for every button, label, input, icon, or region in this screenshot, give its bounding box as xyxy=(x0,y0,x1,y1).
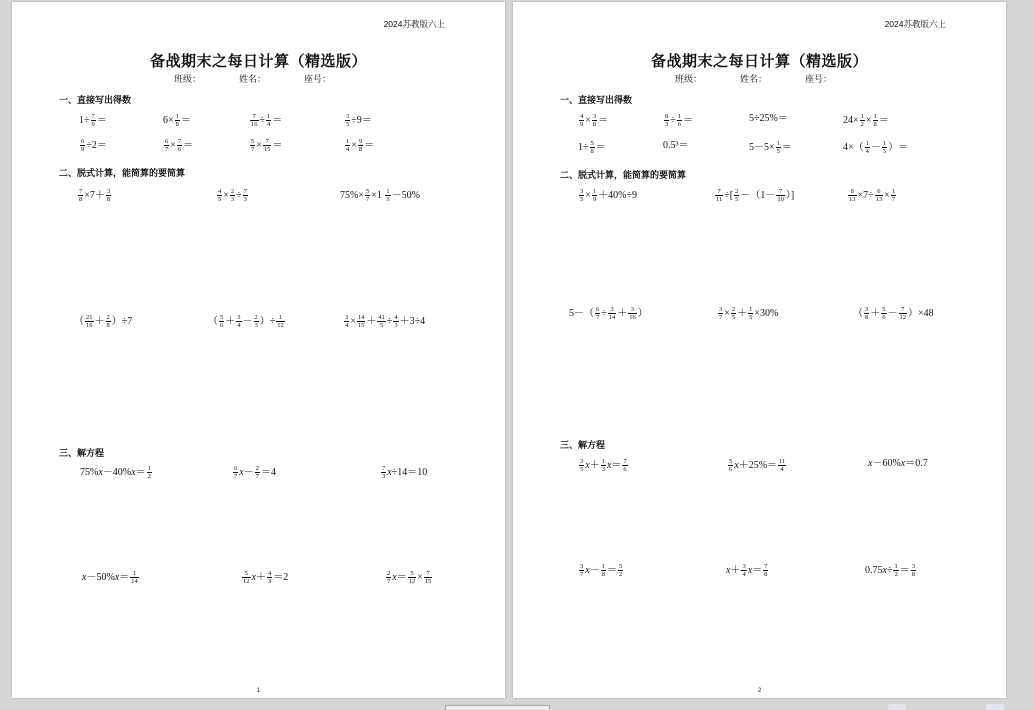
problem: （ $\frac{5}{6}$ ＋ $\frac{3}{4}$ － $\frac{2}{3}$ ）÷ $\frac{1}{12}$ xyxy=(208,314,284,329)
fraction: $\frac{5}{7}$ xyxy=(251,138,255,153)
fraction: $\frac{7}{11}$ xyxy=(716,188,723,203)
problem: $\frac{1}{4}$ × $\frac{9}{8}$ ＝ xyxy=(346,138,375,153)
section-heading-2: 二、脱式计算，能简算的要简算 xyxy=(59,169,186,179)
problem: 1÷ $\frac{5}{8}$ ＝ xyxy=(578,140,606,155)
page-navigation-box[interactable] xyxy=(445,705,550,710)
problem: $\frac{8}{3}$ ÷ $\frac{1}{6}$ ＝ xyxy=(665,113,693,128)
fraction: $\frac{1}{4}$ xyxy=(267,113,271,128)
fraction: $\frac{2}{3}$ xyxy=(230,188,235,203)
class-field-label: 班级： xyxy=(174,75,202,85)
fraction: $\frac{8}{13}$ xyxy=(849,188,856,203)
problem: $\frac{3}{5}$ ÷9＝ xyxy=(346,113,372,128)
fraction: $\frac{9}{8}$ xyxy=(358,138,363,153)
fraction: $\frac{4}{9}$ xyxy=(580,113,584,128)
fraction: $\frac{6}{7}$ xyxy=(234,465,238,480)
seat-field-label: 座号： xyxy=(304,75,332,85)
fraction: $\frac{3}{4}$ xyxy=(345,314,349,329)
fraction: $\frac{2}{7}$ xyxy=(255,465,259,480)
fraction: $\frac{1}{2}$ xyxy=(147,465,151,480)
fraction: $\frac{5}{12}$ xyxy=(243,570,250,585)
fraction: $\frac{3}{4}$ xyxy=(237,314,241,329)
fraction: $\frac{2}{7}$ xyxy=(387,570,391,585)
fraction: $\frac{5}{7}$ xyxy=(365,188,370,203)
problem: $\frac{3}{7}$ × $\frac{2}{5}$ ＋ $\frac{1}{5}$ ×30% xyxy=(719,306,779,321)
fraction: $\frac{5}{6}$ xyxy=(882,306,886,321)
problem: x－50%x＝ $\frac{1}{14}$ xyxy=(82,570,138,585)
fraction: $\frac{1}{5}$ xyxy=(882,140,887,155)
fraction: $\frac{6}{7}$ xyxy=(596,306,600,321)
problem: $\frac{7}{16}$ ÷ $\frac{1}{4}$ ＝ xyxy=(251,113,283,128)
class-field-label: 班级： xyxy=(675,75,703,85)
fraction: $\frac{2}{8}$ xyxy=(106,314,110,329)
fraction: $\frac{7}{3}$ xyxy=(243,188,247,203)
fraction: $\frac{5}{2}$ xyxy=(618,563,623,578)
fraction: $\frac{3}{5}$ xyxy=(580,188,584,203)
problem: $\frac{7}{3}$ x÷14＝10 xyxy=(382,465,428,480)
fraction: $\frac{2}{5}$ xyxy=(731,306,736,321)
section-heading-1: 一、直接写出得数 xyxy=(560,96,633,106)
fraction: $\frac{4}{3}$ xyxy=(394,314,398,329)
problem: $\frac{5}{12}$ x＋ $\frac{4}{3}$ ＝2 xyxy=(243,570,289,585)
fraction: $\frac{7}{9}$ xyxy=(91,113,95,128)
section-heading-3: 三、解方程 xyxy=(560,441,606,451)
fraction: $\frac{21}{16}$ xyxy=(86,314,93,329)
fraction: $\frac{6}{7}$ xyxy=(165,138,169,153)
problem: $\frac{7}{8}$ ×7＋ $\frac{3}{8}$ xyxy=(79,188,111,203)
problem: 6× $\frac{1}{8}$ ＝ xyxy=(163,113,191,128)
page-title: 备战期末之每日计算（精选版） xyxy=(149,52,367,70)
fraction: $\frac{3}{4}$ xyxy=(742,563,746,578)
fraction: $\frac{14}{15}$ xyxy=(357,314,365,329)
student-fields xyxy=(174,72,369,85)
problem: x＋ $\frac{3}{4}$ x＝ $\frac{7}{8}$ xyxy=(726,563,768,578)
problem: $\frac{3}{4}$ × $\frac{14}{15}$ ＋ $\frac{41}{5}$ ÷ $\frac{4}{3}$ ＋3÷4 xyxy=(345,314,426,329)
student-fields xyxy=(675,72,870,85)
fraction: $\frac{4}{5}$ xyxy=(218,188,222,203)
page-title: 备战期末之每日计算（精选版） xyxy=(650,52,868,70)
page-number: 2 xyxy=(757,688,762,694)
fraction: $\frac{3}{7}$ xyxy=(719,306,723,321)
problem: （ $\frac{21}{16}$ ＋ $\frac{2}{8}$ ）÷7 xyxy=(74,314,133,329)
fraction: $\frac{3}{5}$ xyxy=(346,113,350,128)
fraction: $\frac{7}{6}$ xyxy=(177,138,182,153)
problem: $\frac{2}{7}$ x＝ $\frac{5}{12}$ × $\frac{7}{15}$ xyxy=(387,570,432,585)
fraction: $\frac{7}{8}$ xyxy=(79,188,83,203)
fraction: $\frac{5}{12}$ xyxy=(408,570,416,585)
fraction: $\frac{7}{6}$ xyxy=(623,458,627,473)
fraction: $\frac{1}{4}$ xyxy=(865,140,869,155)
fraction: $\frac{3}{8}$ xyxy=(911,563,915,578)
fraction: $\frac{1}{2}$ xyxy=(860,113,864,128)
section-heading-1: 一、直接写出得数 xyxy=(59,96,132,106)
fraction: $\frac{11}{4}$ xyxy=(779,458,786,473)
problem: 0.75x÷ $\frac{1}{2}$ ＝ $\frac{3}{8}$ xyxy=(865,563,915,578)
fraction: $\frac{2}{3}$ xyxy=(254,314,258,329)
fraction: $\frac{1}{8}$ xyxy=(601,563,605,578)
problem: 5－5× $\frac{1}{5}$ ＝ xyxy=(749,140,792,155)
fraction: $\frac{5}{6}$ xyxy=(220,314,224,329)
problem: 1÷ $\frac{7}{9}$ ＝ xyxy=(79,113,107,128)
fraction: $\frac{7}{16}$ xyxy=(251,113,258,128)
fraction: $\frac{4}{3}$ xyxy=(267,570,272,585)
problem: 5÷25%＝ xyxy=(749,113,788,124)
fraction: $\frac{1}{7}$ xyxy=(891,188,896,203)
problem: $\frac{6}{7}$ x－ $\frac{2}{7}$ ＝4 xyxy=(234,465,276,480)
problem: 75%x－40%x＝ $\frac{1}{2}$ xyxy=(80,465,151,480)
fraction: $\frac{8}{3}$ xyxy=(665,113,669,128)
fraction: $\frac{1}{2}$ xyxy=(894,563,898,578)
fraction: $\frac{3}{8}$ xyxy=(592,113,597,128)
problem: $\frac{4}{9}$ × $\frac{3}{8}$ ＝ xyxy=(580,113,609,128)
problem: $\frac{8}{13}$ ×7÷ $\frac{6}{13}$ × $\frac{1}{7}$ xyxy=(849,188,896,203)
fraction: $\frac{7}{15}$ xyxy=(424,570,432,585)
fraction: $\frac{1}{8}$ xyxy=(873,113,877,128)
fraction: $\frac{3}{5}$ xyxy=(580,458,584,473)
problem: $\frac{5}{7}$ × $\frac{7}{15}$ ＝ xyxy=(251,138,283,153)
fraction: $\frac{1}{3}$ xyxy=(386,188,390,203)
fraction: $\frac{7}{8}$ xyxy=(764,563,768,578)
problem: 24× $\frac{1}{2}$ × $\frac{1}{8}$ ＝ xyxy=(843,113,889,128)
fraction: $\frac{1}{12}$ xyxy=(277,314,284,329)
fraction: $\frac{1}{5}$ xyxy=(749,306,753,321)
fraction: $\frac{6}{13}$ xyxy=(875,188,883,203)
document-page-1 xyxy=(12,2,505,698)
fraction: $\frac{7}{12}$ xyxy=(899,306,906,321)
fraction: $\frac{41}{5}$ xyxy=(378,314,385,329)
fraction: $\frac{3}{8}$ xyxy=(865,306,869,321)
fraction: $\frac{1}{14}$ xyxy=(131,570,138,585)
fraction: $\frac{6}{9}$ xyxy=(81,138,85,153)
problem: 75%× $\frac{5}{7}$ ×1 $\frac{1}{3}$ －50% xyxy=(340,188,420,203)
zoom-out-button[interactable] xyxy=(888,704,906,710)
fraction: $\frac{7}{15}$ xyxy=(263,138,271,153)
name-field-label: 姓名： xyxy=(239,75,267,85)
problem: （ $\frac{3}{8}$ ＋ $\frac{5}{6}$ － $\frac{7}{12}$ ）×48 xyxy=(853,306,934,321)
seat-field-label: 座号： xyxy=(805,75,833,85)
fraction: $\frac{5}{8}$ xyxy=(590,140,594,155)
problem: 0.5³＝ xyxy=(663,140,689,151)
name-field-label: 姓名： xyxy=(740,75,768,85)
header-tag: 2024苏教版六上 xyxy=(884,19,946,29)
problem: 5－（ $\frac{6}{7}$ ÷ $\frac{3}{14}$ ＋ $\frac{3}{16}$ ） xyxy=(569,306,648,321)
fraction: $\frac{1}{4}$ xyxy=(346,138,350,153)
problem: $\frac{6}{9}$ ÷2＝ xyxy=(81,138,107,153)
header-tag: 2024苏教版六上 xyxy=(383,19,445,29)
problem: $\frac{7}{11}$ ÷[ $\frac{2}{5}$ －（1－ $\frac{7}{10}$ ）] xyxy=(716,188,795,203)
page-number: 1 xyxy=(256,688,261,694)
problem: x－60%x＝0.7 xyxy=(868,458,928,469)
fraction: $\frac{1}{8}$ xyxy=(175,113,179,128)
fraction: $\frac{1}{5}$ xyxy=(776,140,780,155)
problem: $\frac{3}{5}$ × $\frac{1}{9}$ ＋40%÷9 xyxy=(580,188,637,203)
problem: $\frac{5}{6}$ x＋25%＝ $\frac{11}{4}$ xyxy=(729,458,786,473)
section-heading-2: 二、脱式计算，能简算的要简算 xyxy=(560,171,687,181)
problem: $\frac{6}{7}$ × $\frac{7}{6}$ ＝ xyxy=(165,138,194,153)
problem: $\frac{3}{5}$ x＋ $\frac{1}{3}$ x＝ $\frac{7}{6}$ xyxy=(580,458,627,473)
fraction: $\frac{1}{9}$ xyxy=(592,188,597,203)
fraction: $\frac{1}{6}$ xyxy=(677,113,681,128)
fraction: $\frac{7}{10}$ xyxy=(777,188,784,203)
fraction: $\frac{3}{16}$ xyxy=(629,306,636,321)
fraction: $\frac{7}{3}$ xyxy=(382,465,386,480)
fraction: $\frac{1}{3}$ xyxy=(601,458,605,473)
fraction: $\frac{2}{5}$ xyxy=(735,188,739,203)
section-heading-3: 三、解方程 xyxy=(59,449,105,459)
fraction: $\frac{3}{14}$ xyxy=(608,306,616,321)
document-page-2 xyxy=(513,2,1006,698)
fraction: $\frac{3}{7}$ xyxy=(580,563,584,578)
fraction: $\frac{3}{8}$ xyxy=(106,188,111,203)
zoom-in-button[interactable] xyxy=(986,704,1004,710)
problem: 4×（ $\frac{1}{4}$ － $\frac{1}{5}$ ）＝ xyxy=(843,140,909,155)
problem: $\frac{3}{7}$ x－ $\frac{1}{8}$ ＝ $\frac{5}{2}$ xyxy=(580,563,623,578)
fraction: $\frac{5}{6}$ xyxy=(729,458,733,473)
problem: $\frac{4}{5}$ × $\frac{2}{3}$ ÷ $\frac{7}{3}$ xyxy=(218,188,247,203)
